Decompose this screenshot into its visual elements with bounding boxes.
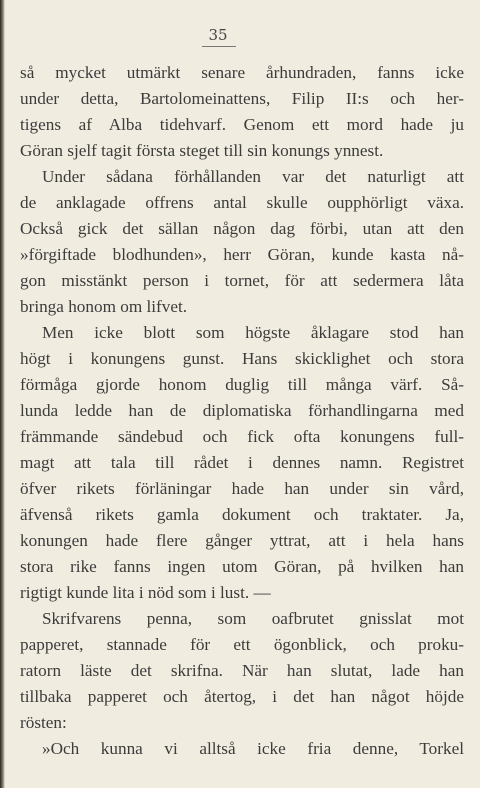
text-line: de anklagade offrens antal skulle oupphörligt växa.: [20, 193, 464, 212]
text-line: främmande sändebud och fick ofta konungens full-: [20, 427, 464, 446]
text-line: så mycket utmärkt senare århundraden, fanns icke: [20, 63, 464, 82]
text-line: högt i konungens gunst. Hans skicklighet och stora: [20, 349, 464, 368]
text-line: konungen hade flere gånger yttrat, att i hela hans: [20, 531, 464, 550]
page-number: 35: [208, 26, 228, 44]
text-line: öfver rikets förläningar hade han under sin vård,: [20, 479, 464, 498]
text-line: Göran sjelf tagit första steget till sin konungs ynnest.: [20, 141, 384, 160]
text-line: gon misstänkt person i tornet, för att sedermera låta: [20, 271, 464, 290]
page-gutter-shadow: [0, 0, 5, 788]
text-line: Under sådana förhållanden var det naturligt att: [42, 167, 464, 186]
text-line: Skrifvarens penna, som oafbrutet gnisslat mot: [42, 609, 464, 628]
text-line: magt att tala till rådet i dennes namn. Registret: [20, 453, 464, 472]
text-line: rigtigt kunde lita i nöd som i lust. —: [20, 583, 271, 602]
text-line: papperet, stannade för ett ögonblick, och proku-: [20, 635, 464, 654]
text-line: ratorn läste det skrifna. När han slutat, lade han: [20, 661, 464, 680]
page-number-rule: [202, 46, 236, 47]
text-line: tillbaka papperet och återtog, i det han något höjde: [20, 687, 464, 706]
text-line: förmåga gjorde honom duglig till många värf. Så-: [20, 375, 464, 394]
text-line: bringa honom om lifvet.: [20, 297, 188, 316]
text-line: stora rike fanns ingen utom Göran, på hvilken han: [20, 557, 464, 576]
text-line: Också gick det sällan någon dag förbi, utan att den: [20, 219, 464, 238]
text-line: Men icke blott som högste åklagare stod han: [42, 323, 464, 342]
text-line: lunda ledde han de diplomatiska förhandlingarna med: [20, 401, 464, 420]
text-line: under detta, Bartolomeinattens, Filip II:s och her-: [20, 89, 464, 108]
text-line: »Och kunna vi alltså icke fria denne, Torkel: [42, 739, 464, 758]
text-line: tigens af Alba tidehvarf. Genom ett mord hade ju: [20, 115, 464, 134]
text-line: äfvenså rikets gamla dokument och traktater. Ja,: [20, 505, 464, 524]
text-line: rösten:: [20, 713, 67, 732]
body-text: [20, 60, 464, 762]
text-line: »förgiftade blodhunden», herr Göran, kunde kasta nå-: [20, 245, 464, 264]
